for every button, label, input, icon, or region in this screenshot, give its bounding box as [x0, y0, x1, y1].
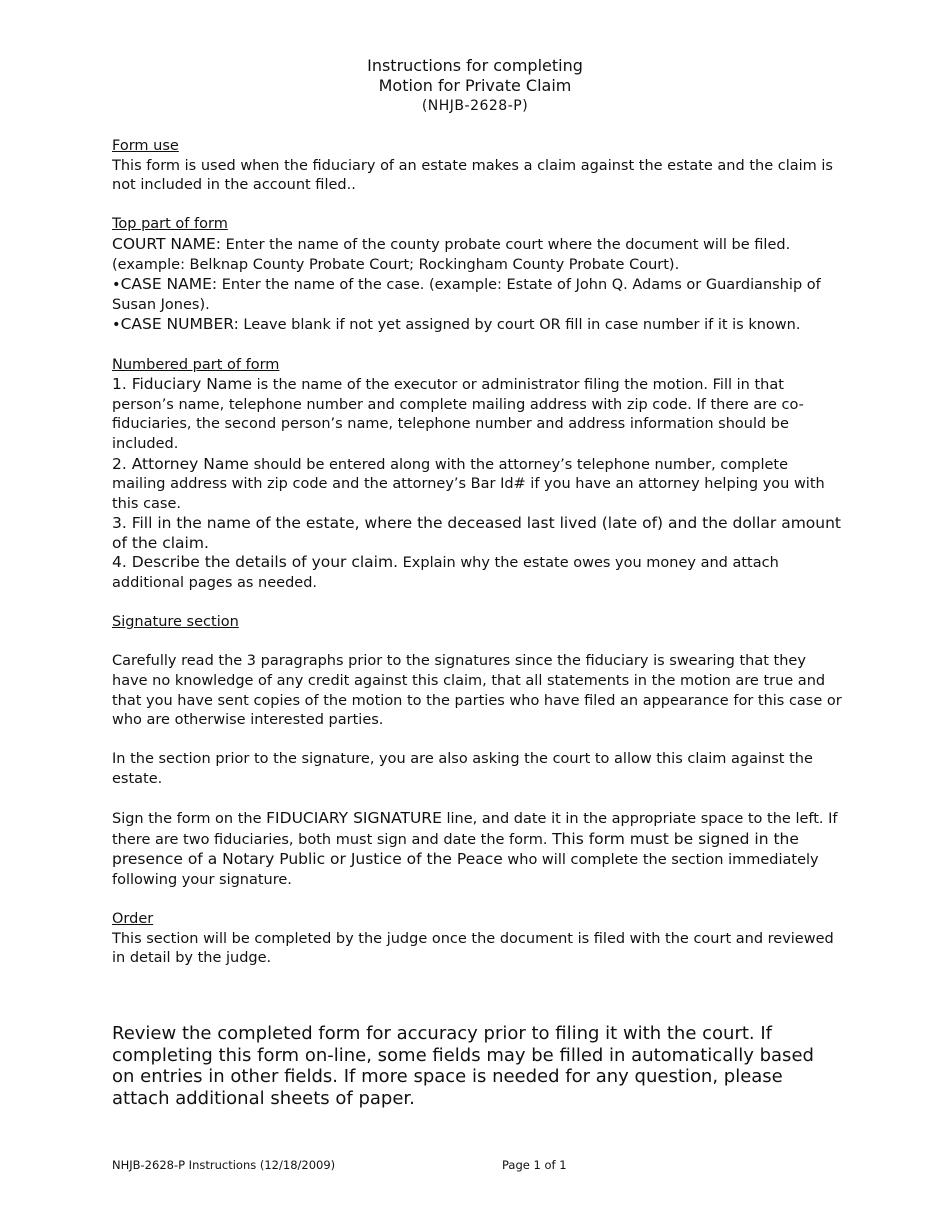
signature-section-heading: Signature section — [112, 614, 239, 631]
instructions-body — [112, 137, 842, 969]
numbered-part-heading: Numbered part of form — [112, 356, 280, 373]
form-code: (NHJB-2628-P) — [421, 98, 529, 114]
case-name-label: CASE NAME: — [120, 275, 218, 294]
item2-text: should be entered along with the attorney’s telephone number, complete mailing address with zip code and the attorney’s Bar Id# if you have an attorney helping you with this case. — [112, 456, 825, 512]
footer-form-id: NHJB-2628-P Instructions (12/18/2009) — [112, 1158, 336, 1172]
review-note: Review the completed form for accuracy prior to filing it with the court. If completing this form on-line, some fields may be filled in automatically based on entries in other fields. If more space is needed for any question, please attach additional sheets of paper. — [112, 1023, 814, 1109]
item2-prefix: 2. Attorney Name — [112, 454, 249, 473]
numbered-item-2 — [112, 455, 842, 515]
item4-prefix: 4. Describe the details of your claim. — [112, 553, 399, 572]
numbered-item-1 — [112, 375, 842, 454]
court-name-label: COURT NAME: — [112, 234, 221, 253]
fiduciary-signature-term: FIDUCIARY SIGNATURE — [266, 809, 442, 828]
item1-prefix: 1. Fiduciary Name — [112, 375, 252, 394]
item4-text: Explain why the estate owes you money and attach additional pages as needed. — [112, 555, 779, 592]
title-line-2: Motion for Private Claim — [378, 76, 572, 95]
case-number-text: Leave blank if not yet assigned by court OR fill in case number if it is known. — [238, 317, 801, 334]
order-text: This section will be completed by the judge once the document is filed with the court and reviewed in detail by the judge. — [112, 930, 834, 967]
form-use-text: This form is used when the fiduciary of an estate makes a claim against the estate and the claim is not included in the account filed.. — [112, 157, 833, 194]
order-heading: Order — [112, 911, 154, 928]
case-name-instruction — [112, 275, 842, 315]
case-number-label: CASE NUMBER: — [120, 315, 239, 334]
case-name-text: Enter the name of the case. (example: Estate of John Q. Adams or Guardianship of Susan Jones). — [112, 277, 821, 313]
signature-para-1: Carefully read the 3 paragraphs prior to the signatures since the fiduciary is swearing that they have no knowledge of any credit against this claim, that all statements in the motion are true and that you have sent copies of the motion to the parties who have filed an appearance for this case or who are otherwise interested parties. — [112, 653, 842, 729]
top-part-heading: Top part of form — [112, 216, 228, 233]
title-line-1: Instructions for completing — [367, 56, 583, 75]
form-use-heading: Form use — [112, 138, 179, 154]
title-block — [0, 56, 950, 116]
footer-page-number: Page 1 of 1 — [502, 1158, 567, 1172]
sign-text-e: who will complete the section immediately following your signature. — [112, 852, 819, 888]
court-name-text: Enter the name of the county probate court where the document will be filed. (example: Belknap County Probate Court; Rockingham County Probate Court). — [112, 236, 791, 273]
numbered-item-3: 3. Fill in the name of the estate, where the deceased last lived (late of) and the dollar amount of the claim. — [112, 514, 842, 552]
numbered-item-4 — [112, 553, 842, 593]
sign-text-c: line, and date it in the appropriate space to the left. If there are two fiduciaries, both must sign and date the form. — [112, 811, 838, 848]
case-number-instruction — [112, 315, 842, 336]
sign-text-a: Sign the form on the — [112, 811, 267, 828]
bullet-icon: • — [112, 317, 121, 334]
signature-para-2: In the section prior to the signature, you are also asking the court to allow this claim against the estate. — [112, 751, 813, 787]
notary-requirement: This form must be signed in the presence of a Notary Public or Justice of the Peace — [112, 829, 799, 869]
signature-para-3 — [112, 809, 842, 890]
court-name-instruction — [112, 235, 842, 275]
bullet-icon: • — [112, 277, 121, 294]
item1-text: is the name of the executor or administrator filing the motion. Fill in that person’s name, telephone number and complete mailing address with zip code. If there are co-fiduciaries, the second person’s name, telephone number and address information should be included. — [112, 377, 804, 452]
